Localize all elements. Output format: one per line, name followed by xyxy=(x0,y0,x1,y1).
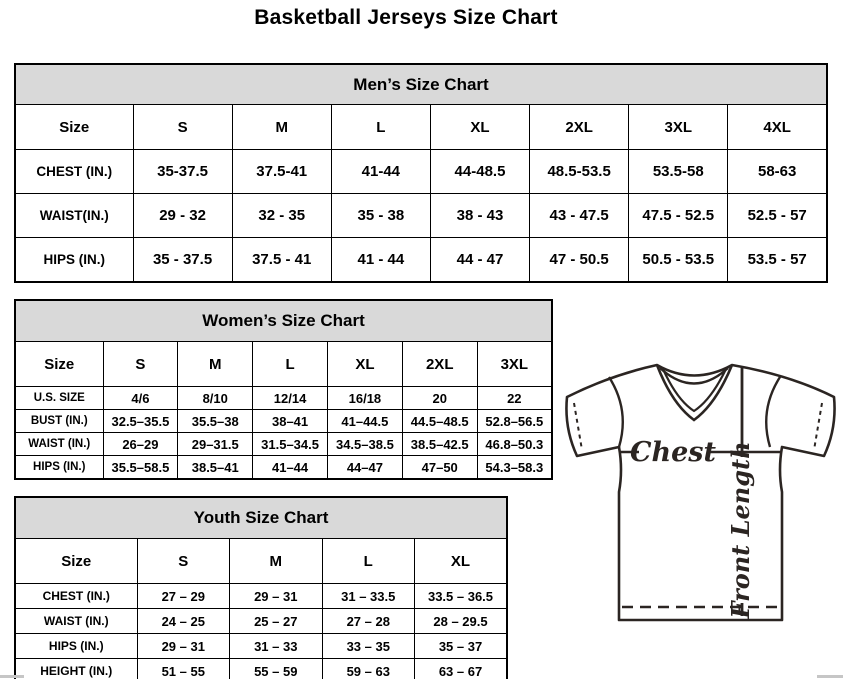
size-header-row xyxy=(15,539,507,584)
size-column-header: 3XL xyxy=(629,105,728,150)
size-column-header: XL xyxy=(430,105,529,150)
measurement-cell: 38–41 xyxy=(253,410,328,433)
page-title: Basketball Jerseys Size Chart xyxy=(254,6,558,29)
table-title: Youth Size Chart xyxy=(15,497,507,539)
measurement-row-label: U.S. SIZE xyxy=(15,387,103,410)
measurement-row-label: HIPS (IN.) xyxy=(15,456,103,480)
measurement-row xyxy=(15,584,507,609)
measurement-cell: 59 – 63 xyxy=(322,659,415,679)
measurement-cell: 63 – 67 xyxy=(415,659,508,679)
measurement-cell: 38.5–41 xyxy=(178,456,253,480)
size-column-header: M xyxy=(230,539,323,584)
size-column-header: 3XL xyxy=(477,342,552,387)
measurement-cell: 29 – 31 xyxy=(230,584,323,609)
measurement-row-label: WAIST (IN.) xyxy=(15,609,137,634)
size-column-header: L xyxy=(253,342,328,387)
front-length-measurement-line xyxy=(726,367,755,620)
measurement-cell: 55 – 59 xyxy=(230,659,323,679)
measurement-cell: 47 - 50.5 xyxy=(530,238,629,283)
table-caption-row xyxy=(15,300,552,342)
measurement-cell: 41–44 xyxy=(253,456,328,480)
size-header-row xyxy=(15,342,552,387)
measurement-cell: 4/6 xyxy=(103,387,178,410)
size-column-header: 4XL xyxy=(728,105,827,150)
size-header-row xyxy=(15,105,827,150)
measurement-cell: 44 - 47 xyxy=(430,238,529,283)
measurement-cell: 35 - 38 xyxy=(331,194,430,238)
measurement-row xyxy=(15,194,827,238)
measurement-cell: 33.5 – 36.5 xyxy=(415,584,508,609)
table-caption-row xyxy=(15,497,507,539)
measurement-cell: 41-44 xyxy=(331,150,430,194)
measurement-cell: 44-48.5 xyxy=(430,150,529,194)
measurement-cell: 41 - 44 xyxy=(331,238,430,283)
measurement-cell: 35-37.5 xyxy=(133,150,232,194)
measurement-row xyxy=(15,659,507,679)
size-column-header: Size xyxy=(15,105,133,150)
jersey-measurement-diagram xyxy=(556,356,840,628)
measurement-cell: 41–44.5 xyxy=(327,410,402,433)
measurement-row xyxy=(15,609,507,634)
measurement-row-label: CHEST (IN.) xyxy=(15,150,133,194)
measurement-cell: 27 – 29 xyxy=(137,584,230,609)
measurement-cell: 52.8–56.5 xyxy=(477,410,552,433)
cropped-fragment-right xyxy=(817,675,843,678)
measurement-cell: 34.5–38.5 xyxy=(327,433,402,456)
measurement-cell: 44.5–48.5 xyxy=(402,410,477,433)
measurement-cell: 38.5–42.5 xyxy=(402,433,477,456)
jersey-outline-icon xyxy=(566,365,834,620)
measurement-cell: 31 – 33.5 xyxy=(322,584,415,609)
measurement-row-label: HIPS (IN.) xyxy=(15,634,137,659)
measurement-row xyxy=(15,456,552,480)
measurement-cell: 47.5 - 52.5 xyxy=(629,194,728,238)
measurement-cell: 35.5–38 xyxy=(178,410,253,433)
measurement-cell: 25 – 27 xyxy=(230,609,323,634)
measurement-row-label: HEIGHT (IN.) xyxy=(15,659,137,679)
measurement-cell: 53.5 - 57 xyxy=(728,238,827,283)
size-column-header: M xyxy=(178,342,253,387)
measurement-cell: 43 - 47.5 xyxy=(530,194,629,238)
measurement-cell: 44–47 xyxy=(327,456,402,480)
size-column-header: Size xyxy=(15,342,103,387)
measurement-cell: 32 - 35 xyxy=(232,194,331,238)
measurement-row xyxy=(15,410,552,433)
size-column-header: XL xyxy=(327,342,402,387)
chest-measurement-line xyxy=(620,437,782,468)
measurement-cell: 27 – 28 xyxy=(322,609,415,634)
measurement-cell: 28 – 29.5 xyxy=(415,609,508,634)
measurement-row xyxy=(15,238,827,283)
measurement-cell: 35 - 37.5 xyxy=(133,238,232,283)
measurement-row xyxy=(15,387,552,410)
measurement-cell: 54.3–58.3 xyxy=(477,456,552,480)
table-title: Women’s Size Chart xyxy=(15,300,552,342)
size-column-header: 2XL xyxy=(402,342,477,387)
measurement-cell: 8/10 xyxy=(178,387,253,410)
size-column-header: S xyxy=(137,539,230,584)
size-column-header: 2XL xyxy=(530,105,629,150)
measurement-cell: 24 – 25 xyxy=(137,609,230,634)
measurement-cell: 38 - 43 xyxy=(430,194,529,238)
measurement-cell: 35.5–58.5 xyxy=(103,456,178,480)
front-length-label: Front Length xyxy=(726,441,755,619)
measurement-cell: 26–29 xyxy=(103,433,178,456)
measurement-cell: 33 – 35 xyxy=(322,634,415,659)
measurement-row-label: WAIST(IN.) xyxy=(15,194,133,238)
measurement-row xyxy=(15,150,827,194)
measurement-cell: 31.5–34.5 xyxy=(253,433,328,456)
measurement-cell: 50.5 - 53.5 xyxy=(629,238,728,283)
measurement-row xyxy=(15,634,507,659)
measurement-row-label: CHEST (IN.) xyxy=(15,584,137,609)
measurement-cell: 37.5 - 41 xyxy=(232,238,331,283)
measurement-cell: 32.5–35.5 xyxy=(103,410,178,433)
measurement-cell: 58-63 xyxy=(728,150,827,194)
measurement-cell: 37.5-41 xyxy=(232,150,331,194)
mens-size-chart-table xyxy=(14,63,828,283)
size-column-header: S xyxy=(103,342,178,387)
chest-label: Chest xyxy=(630,437,716,468)
cropped-fragment-left xyxy=(0,675,24,678)
measurement-cell: 29–31.5 xyxy=(178,433,253,456)
measurement-cell: 51 – 55 xyxy=(137,659,230,679)
measurement-cell: 52.5 - 57 xyxy=(728,194,827,238)
size-column-header: L xyxy=(331,105,430,150)
measurement-row-label: HIPS (IN.) xyxy=(15,238,133,283)
measurement-cell: 35 – 37 xyxy=(415,634,508,659)
youth-size-chart-table xyxy=(14,496,508,679)
measurement-cell: 53.5-58 xyxy=(629,150,728,194)
measurement-cell: 29 - 32 xyxy=(133,194,232,238)
measurement-cell: 22 xyxy=(477,387,552,410)
womens-size-chart-table xyxy=(14,299,553,480)
measurement-row xyxy=(15,433,552,456)
size-column-header: S xyxy=(133,105,232,150)
measurement-row-label: BUST (IN.) xyxy=(15,410,103,433)
measurement-cell: 20 xyxy=(402,387,477,410)
measurement-cell: 31 – 33 xyxy=(230,634,323,659)
measurement-cell: 46.8–50.3 xyxy=(477,433,552,456)
table-caption-row xyxy=(15,64,827,105)
measurement-cell: 47–50 xyxy=(402,456,477,480)
measurement-row-label: WAIST (IN.) xyxy=(15,433,103,456)
measurement-cell: 29 – 31 xyxy=(137,634,230,659)
measurement-cell: 48.5-53.5 xyxy=(530,150,629,194)
size-column-header: Size xyxy=(15,539,137,584)
measurement-cell: 12/14 xyxy=(253,387,328,410)
size-column-header: L xyxy=(322,539,415,584)
size-column-header: XL xyxy=(415,539,508,584)
measurement-cell: 16/18 xyxy=(327,387,402,410)
table-title: Men’s Size Chart xyxy=(15,64,827,105)
size-column-header: M xyxy=(232,105,331,150)
